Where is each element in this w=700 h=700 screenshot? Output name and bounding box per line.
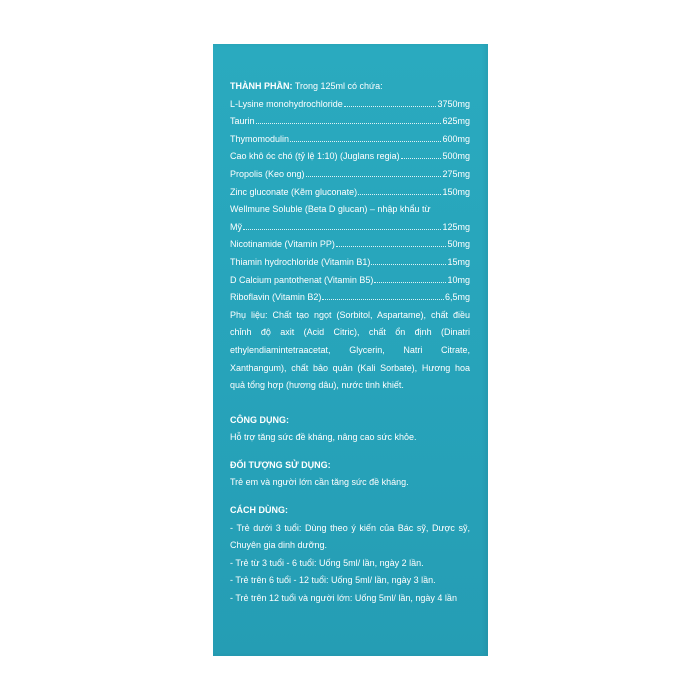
ingredient-name: Zinc gluconate (Kẽm gluconate) xyxy=(230,186,358,197)
ingredient-name: Thymomodulin xyxy=(230,133,290,144)
ingredient-name: Taurin xyxy=(230,116,255,127)
ingredient-row xyxy=(230,148,470,166)
composition-intro: Trong 125ml có chứa: xyxy=(294,81,383,91)
ingredient-name: Propolis (Keo ong) xyxy=(230,168,305,179)
leader-dots xyxy=(336,246,447,247)
ingredient-amount: 125mg xyxy=(442,221,470,232)
wellmune-line: Wellmune Soluble (Beta D glucan) – nhập khẩu từ xyxy=(230,204,431,215)
section-spacer xyxy=(230,492,470,502)
ingredient-amount: 15mg xyxy=(447,256,470,267)
label-text-block xyxy=(230,78,470,608)
leader-dots xyxy=(358,194,441,195)
ingredient-name: L-Lysine monohydrochloride xyxy=(230,98,343,109)
ingredient-amount: 10mg xyxy=(447,274,470,285)
dosage-heading: CÁCH DÙNG: xyxy=(230,505,288,516)
dosage-item: - Trẻ trên 12 tuổi và người lớn: Uống 5ml/ lần, ngày 4 lần xyxy=(230,593,457,604)
ingredient-row xyxy=(230,289,470,307)
ingredient-row xyxy=(230,272,470,290)
target-text: Trẻ em và người lớn cần tăng sức đề kháng. xyxy=(230,477,409,488)
excipients-text: Phụ liệu: Chất tạo ngọt (Sorbitol, Aspartame), chất điều chỉnh độ axit (Acid Citric), chất ổn định (Dinatri ethylendiamintetraacetat, Glycerin, Natri Citrate, Xanthangum), chất bảo quản (Kali Sorbate), Hương hoa quả tổng hợp (hương dâu), nước tinh khiết. xyxy=(230,309,470,391)
ingredient-name: Mỹ xyxy=(230,221,242,232)
ingredient-row xyxy=(230,219,470,237)
ingredient-row xyxy=(230,113,470,131)
composition-header xyxy=(230,78,470,96)
section-spacer xyxy=(230,395,470,412)
ingredient-amount: 6,5mg xyxy=(444,292,470,303)
composition-heading: THÀNH PHẦN: xyxy=(230,81,293,91)
leader-dots xyxy=(374,282,446,283)
dosage-item: - Trẻ từ 3 tuổi - 6 tuổi: Uống 5ml/ lần, ngày 2 lần. xyxy=(230,557,424,568)
leader-dots xyxy=(401,158,442,159)
target-heading: ĐỐI TƯỢNG SỬ DỤNG: xyxy=(230,459,331,470)
leader-dots xyxy=(371,264,446,265)
ingredient-row xyxy=(230,96,470,114)
ingredient-amount: 275mg xyxy=(442,168,470,179)
leader-dots xyxy=(290,141,441,142)
ingredient-row xyxy=(230,131,470,149)
dosage-item: - Trẻ dưới 3 tuổi: Dùng theo ý kiến của Bác sỹ, Dược sỹ, Chuyên gia dinh dưỡng. xyxy=(230,522,470,551)
dosage-item: - Trẻ trên 6 tuổi - 12 tuổi: Uống 5ml/ lần, ngày 3 lần. xyxy=(230,575,436,586)
ingredient-row xyxy=(230,254,470,272)
leader-dots xyxy=(256,123,442,124)
ingredient-amount: 500mg xyxy=(442,151,470,162)
uses-text: Hỗ trợ tăng sức đề kháng, nâng cao sức khỏe. xyxy=(230,432,417,443)
ingredient-amount: 150mg xyxy=(442,186,470,197)
leader-dots xyxy=(322,299,444,300)
ingredient-name: Nicotinamide (Vitamin PP) xyxy=(230,239,335,250)
ingredient-amount: 50mg xyxy=(447,239,470,250)
ingredient-name: D Calcium pantothenat (Vitamin B5) xyxy=(230,274,374,285)
leader-dots xyxy=(243,229,441,230)
ingredient-name: Thiamin hydrochloride (Vitamin B1) xyxy=(230,256,371,267)
leader-dots xyxy=(344,106,437,107)
ingredient-amount: 3750mg xyxy=(437,98,470,109)
ingredient-amount: 600mg xyxy=(442,133,470,144)
leader-dots xyxy=(306,176,442,177)
section-spacer xyxy=(230,447,470,457)
ingredient-name: Cao khô óc chó (tỷ lệ 1:10) (Juglans regia) xyxy=(230,151,400,162)
uses-heading: CÔNG DỤNG: xyxy=(230,414,289,425)
ingredient-row xyxy=(230,184,470,202)
ingredient-row xyxy=(230,236,470,254)
ingredient-row xyxy=(230,166,470,184)
ingredient-amount: 625mg xyxy=(442,116,470,127)
ingredient-name: Riboflavin (Vitamin B2) xyxy=(230,292,322,303)
